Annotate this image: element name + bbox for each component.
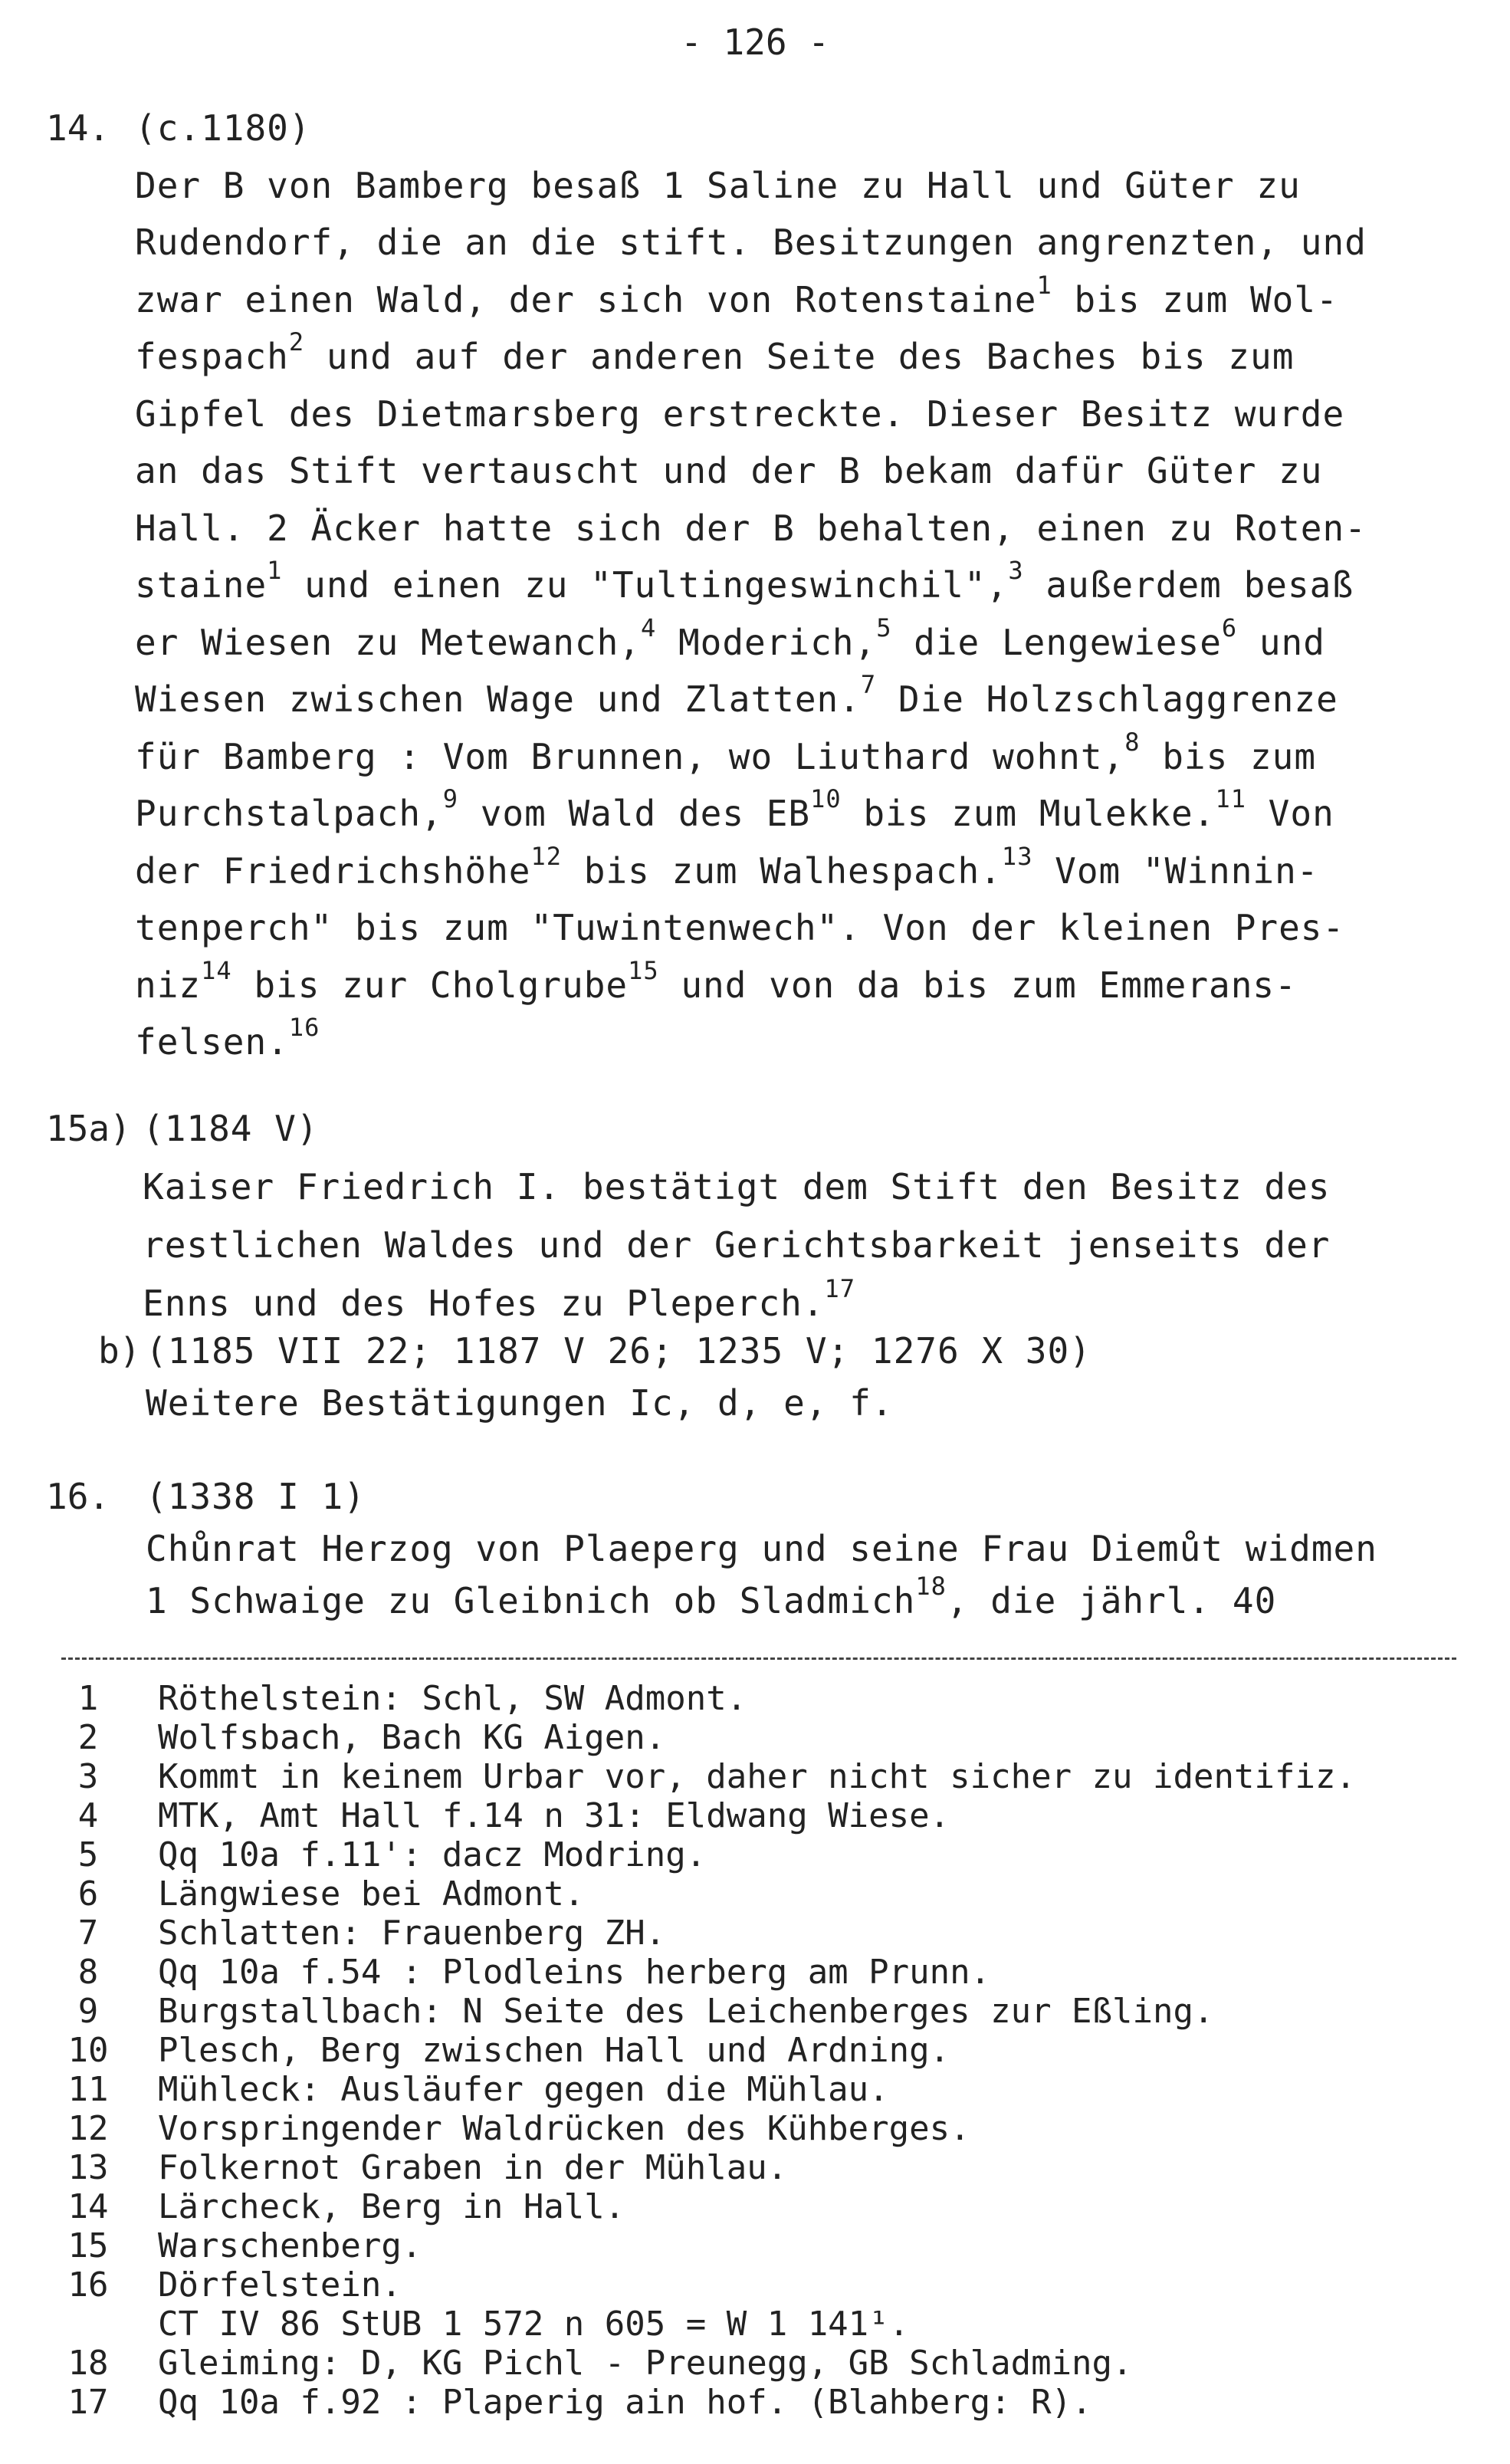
footnote-number: 16 — [67, 2265, 109, 2305]
footnote-ref: 4 — [640, 613, 657, 642]
footnote-ref: 6 — [1221, 613, 1238, 642]
footnote-text: Dörfelstein. — [158, 2265, 402, 2305]
text-segment: Weitere Bestätigungen Ic, d, e, f. — [146, 1382, 894, 1424]
footnote-number: 11 — [67, 2070, 109, 2109]
text-segment: die Lengewiese — [891, 621, 1222, 663]
text-segment: bis zum — [1140, 735, 1317, 777]
text-line — [146, 1382, 894, 1424]
text-segment: (c.1180) — [135, 107, 311, 149]
text-segment: bis zum Mulekke. — [841, 793, 1216, 834]
text-segment: staine — [135, 564, 268, 606]
footnote-separator — [61, 1657, 1456, 1660]
text-line — [146, 1476, 366, 1517]
text-segment: Enns und des Hofes zu Pleperch. — [143, 1283, 825, 1324]
text-line — [135, 107, 311, 149]
footnote-ref: 12 — [530, 841, 563, 871]
text-segment: Purchstalpach, — [135, 793, 443, 834]
text-line — [135, 841, 1319, 892]
footnote-number: 12 — [67, 2109, 109, 2148]
entry-number: b) — [98, 1330, 141, 1372]
footnote-text: Gleiming: D, KG Pichl - Preunegg, GB Schladming. — [158, 2344, 1133, 2383]
footnote-ref: 1 — [1036, 270, 1052, 300]
text-segment: bis zum Wol- — [1052, 278, 1338, 320]
footnote-ref: 18 — [915, 1572, 947, 1601]
footnote-text: MTK, Amt Hall f.14 n 31: Eldwang Wiese. — [158, 1796, 950, 1835]
page-number: - 126 - — [681, 21, 829, 63]
footnote-text: Kommt in keinem Urbar vor, daher nicht sicher zu identifiz. — [158, 1757, 1356, 1796]
text-segment: und von da bis zum Emmerans- — [658, 964, 1297, 1006]
text-segment: Der B von Bamberg besaß 1 Saline zu Hall und Güter zu — [135, 164, 1301, 206]
text-line — [135, 556, 1354, 606]
text-segment: Hall. 2 Äcker hatte sich der B behalten, einen zu Roten- — [135, 507, 1367, 549]
text-segment: Vom "Winnin- — [1032, 849, 1319, 892]
text-segment: 1 Schwaige zu Gleibnich ob Sladmich — [146, 1580, 916, 1621]
footnote-text: Lärcheck, Berg in Hall. — [158, 2187, 625, 2226]
text-segment: und — [1237, 621, 1325, 663]
footnote-text: Folkernot Graben in der Mühlau. — [158, 2148, 788, 2187]
text-line — [146, 1528, 1377, 1569]
text-segment: felsen. — [135, 1021, 289, 1063]
footnote-ref: 14 — [201, 955, 232, 985]
footnote-text: Röthelstein: Schl, SW Admont. — [158, 1679, 747, 1718]
text-segment: Rudendorf, die an die stift. Besitzungen angrenzten, und — [135, 222, 1367, 263]
footnote-ref: 11 — [1215, 784, 1246, 813]
footnote-number: 17 — [67, 2383, 109, 2422]
footnote-number: 9 — [77, 1992, 99, 2031]
text-line — [135, 270, 1338, 320]
footnote-number: 10 — [67, 2031, 109, 2070]
text-segment: Chůnrat Herzog von Plaeperg und seine Frau Diemůt widmen — [146, 1528, 1377, 1569]
text-segment: außerdem besaß — [1023, 564, 1354, 606]
footnote-number: 14 — [67, 2187, 109, 2226]
footnote-text: Qq 10a f.92 : Plaperig ain hof. (Blahberg: R). — [158, 2383, 1092, 2422]
text-line — [135, 670, 1338, 720]
entry-number: 16. — [46, 1476, 110, 1517]
text-segment: , die jährl. 40 — [946, 1580, 1277, 1621]
text-line — [143, 1274, 856, 1324]
text-segment: Die Holzschlaggrenze — [876, 678, 1338, 720]
text-line — [135, 784, 1334, 834]
text-segment: an das Stift vertauscht und der B bekam dafür Güter zu — [135, 450, 1323, 491]
text-line — [135, 393, 1344, 435]
footnote-ref: 10 — [810, 784, 842, 813]
entry-number: 15a) — [46, 1108, 131, 1149]
text-segment: Wiesen zwischen Wage und Zlatten. — [135, 678, 861, 720]
text-segment: fespach — [135, 336, 289, 377]
text-segment: und auf der anderen Seite des Baches bis zum — [304, 336, 1295, 377]
footnote-ref: 5 — [876, 613, 892, 642]
text-line — [135, 727, 1317, 777]
footnote-ref: 17 — [824, 1274, 856, 1303]
text-line — [135, 907, 1344, 948]
text-line — [135, 222, 1367, 263]
footnote-number: 4 — [77, 1796, 99, 1835]
text-line — [135, 450, 1323, 491]
text-segment: niz — [135, 964, 202, 1006]
text-segment: vom Wald des EB — [458, 793, 811, 834]
footnote-ref: 13 — [1001, 841, 1033, 871]
entry-number: 14. — [46, 107, 110, 149]
text-segment: zwar einen Wald, der sich von Rotenstaine — [135, 278, 1037, 320]
text-line — [135, 955, 1297, 1006]
footnote-ref: 2 — [288, 327, 305, 356]
footnote-text: Plesch, Berg zwischen Hall und Ardning. — [158, 2031, 950, 2070]
text-segment: Moderich, — [656, 621, 877, 663]
footnote-number: 5 — [77, 1835, 99, 1874]
text-line — [135, 613, 1325, 663]
footnote-text: Vorspringender Waldrücken des Kühberges. — [158, 2109, 970, 2148]
footnote-number: 3 — [77, 1757, 99, 1796]
footnote-text: Warschenberg. — [158, 2226, 422, 2265]
footnote-text: Längwiese bei Admont. — [158, 1874, 585, 1914]
text-line — [146, 1572, 1277, 1621]
footnote-ref: 9 — [442, 784, 458, 813]
footnote-number: 8 — [77, 1953, 99, 1992]
footnote-number: 13 — [67, 2148, 109, 2187]
footnote-ref: 1 — [267, 556, 283, 585]
text-segment: für Bamberg : Vom Brunnen, wo Liuthard wohnt, — [135, 735, 1125, 777]
text-line — [135, 165, 1301, 206]
footnote-number: 7 — [77, 1914, 99, 1953]
text-segment: Gipfel des Dietmarsberg erstreckte. Dieser Besitz wurde — [135, 393, 1345, 435]
text-line — [135, 508, 1367, 549]
footnote-number: 18 — [67, 2344, 109, 2383]
text-line — [143, 1108, 319, 1149]
footnote-ref: 16 — [288, 1013, 320, 1042]
text-segment: Kaiser Friedrich I. bestätigt dem Stift den Besitz des — [143, 1166, 1331, 1207]
text-segment: und einen zu "Tultingeswinchil", — [282, 564, 1009, 606]
footnote-ref: 15 — [628, 955, 659, 985]
footnote-text: Qq 10a f.11': dacz Modring. — [158, 1835, 707, 1874]
text-segment: tenperch" bis zum "Tuwintenwech". Von der kleinen Pres- — [135, 907, 1345, 948]
text-segment: bis zur Cholgrube — [231, 964, 629, 1006]
text-segment: er Wiesen zu Metewanch, — [135, 621, 641, 663]
text-line — [135, 1013, 320, 1063]
text-line — [143, 1166, 1331, 1207]
footnote-ref: 3 — [1008, 556, 1024, 585]
text-segment: der Friedrichshöhe — [135, 849, 531, 892]
text-line — [143, 1224, 1331, 1266]
text-segment: restlichen Waldes und der Gerichtsbarkeit jenseits der — [143, 1224, 1331, 1266]
footnote-text: Burgstallbach: N Seite des Leichenberges zur Eßling. — [158, 1992, 1214, 2031]
footnote-number: 15 — [67, 2226, 109, 2265]
footnote-text: Wolfsbach, Bach KG Aigen. — [158, 1718, 666, 1757]
footnote-number: 1 — [77, 1679, 99, 1718]
footnote-text: Qq 10a f.54 : Plodleins herberg am Prunn. — [158, 1953, 991, 1992]
footnote-text: CT IV 86 StUB 1 572 n 605 = W 1 141¹. — [158, 2305, 910, 2344]
text-segment: (1184 V) — [143, 1108, 319, 1149]
text-line — [146, 1330, 1091, 1372]
footnote-text: Schlatten: Frauenberg ZH. — [158, 1914, 666, 1953]
footnote-text: Mühleck: Ausläufer gegen die Mühlau. — [158, 2070, 889, 2109]
footnote-number: 6 — [77, 1874, 99, 1914]
text-segment: bis zum Walhespach. — [562, 849, 1002, 892]
footnote-number: 2 — [77, 1718, 99, 1757]
footnote-ref: 8 — [1124, 727, 1141, 757]
footnote-ref: 7 — [860, 670, 877, 699]
text-line — [135, 327, 1295, 377]
text-segment: (1185 VII 22; 1187 V 26; 1235 V; 1276 X 30) — [146, 1330, 1091, 1372]
text-segment: (1338 I 1) — [146, 1476, 366, 1517]
text-segment: Von — [1246, 793, 1334, 834]
